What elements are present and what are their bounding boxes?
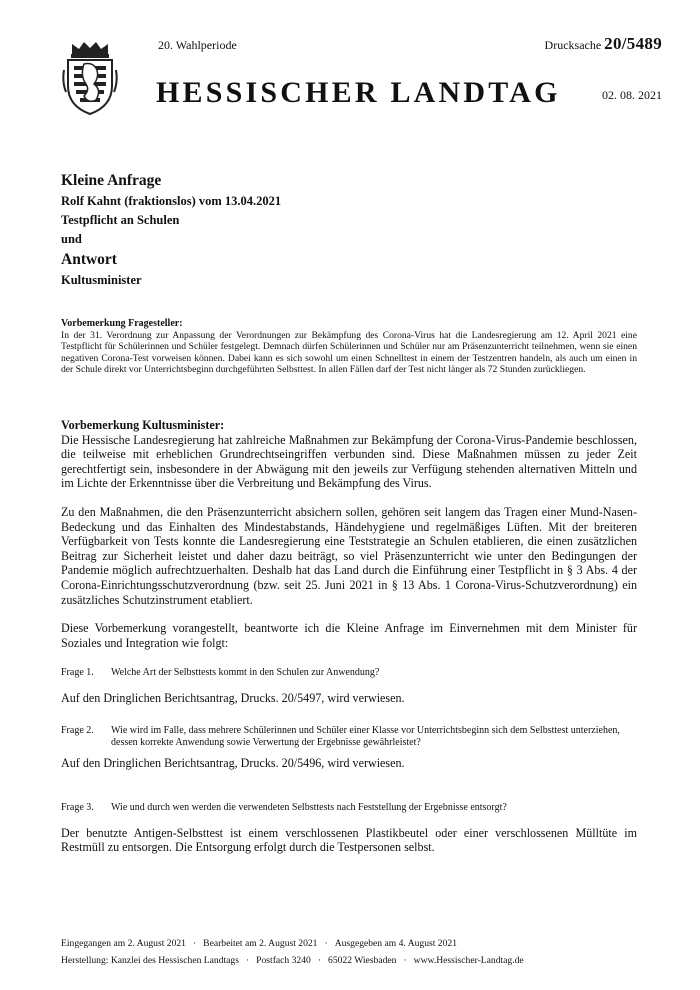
parliament-title: HESSISCHER LANDTAG bbox=[156, 76, 561, 109]
title-block bbox=[61, 170, 621, 290]
footer-ort: 65022 Wiesbaden bbox=[328, 955, 397, 966]
footer-separator: · bbox=[317, 955, 322, 966]
drucksache bbox=[545, 34, 662, 54]
answer-3: Der benutzte Antigen-Selbsttest ist einem verschlossenen Plastikbeutel oder einer verschlossenen Mülltüte im Restmüll zu entsorgen. Die Entsorgung erfolgt durch die Testpersonen selbst. bbox=[61, 825, 637, 855]
footer-bearbeitet: Bearbeitet am 2. August 2021 bbox=[203, 938, 318, 949]
footer-herstellung: Herstellung: Kanzlei des Hessischen Landtags bbox=[61, 955, 239, 966]
footer-eingegangen: Eingegangen am 2. August 2021 bbox=[61, 938, 186, 949]
question-text: Wie wird im Falle, dass mehrere Schülerinnen und Schüler einer Klasse vor Unterrichtsbeginn sich dem Selbsttest unterziehen, dessen korrekte Anwendung sowie Verwertung der Ergebnisse gewährleistet? bbox=[111, 725, 620, 748]
vorbemerkung-paragraph-2: Zu den Maßnahmen, die den Präsenzunterricht absichern sollen, gehören seit langem das Tragen einer Mund-Nasen-Bedeckung und das Einhalten des Mindestabstands, Händehygiene und regelmäßiges Lüften. Mit der breiteren Verfügbarkeit von Tests konnte die Landesregierung eine Teststrategie an Schulen etablieren, die einen zusätzlichen Beitrag zur Sicherheit leistet und daher dazu beiträgt, so viel Präsenzunterricht wie unter den Bedingungen der Pandemie möglich aufrechtzuerhalten. Deshalb hat das Land durch die Einführung einer Testpflicht in § 3 Abs. 4 der Corona-Einrichtungsschutzverordnung (bzw. seit 25. Juni 2021 in § 13 Abs. 1 Corona-Virus-Schutzverordnung) ein zusätzliches Schutzinstrument etabliert. bbox=[61, 504, 637, 607]
drucksache-label: Drucksache bbox=[544, 38, 602, 52]
footer-address bbox=[61, 955, 524, 966]
footer-postfach: Postfach 3240 bbox=[256, 955, 311, 966]
footer-separator: · bbox=[245, 955, 250, 966]
footer-dates bbox=[61, 938, 457, 949]
answer-1: Auf den Dringlichen Berichtsantrag, Drucks. 20/5497, wird verwiesen. bbox=[61, 690, 405, 705]
footer-separator: · bbox=[403, 955, 407, 966]
question-text: Welche Art der Selbsttests kommt in den Schulen zur Anwendung? bbox=[111, 667, 380, 678]
question-label: Frage 3. bbox=[61, 802, 94, 813]
antwort-heading: Antwort bbox=[61, 251, 117, 268]
question-2 bbox=[61, 725, 637, 748]
wahlperiode: 20. Wahlperiode bbox=[158, 38, 237, 52]
answer-2: Auf den Dringlichen Berichtsantrag, Drucks. 20/5496, wird verwiesen. bbox=[61, 756, 405, 770]
question-label: Frage 2. bbox=[61, 725, 94, 736]
vorbemerkung-paragraph-3: Diese Vorbemerkung vorangestellt, beantworte ich die Kleine Anfrage im Einvernehmen mit dem Minister für Soziales und Integration wie folgt: bbox=[61, 621, 637, 650]
kleine-anfrage-heading: Kleine Anfrage bbox=[61, 172, 162, 189]
vorbemerkung-fragesteller-text: In der 31. Verordnung zur Anpassung der Verordnungen zur Bekämpfung des Corona-Virus hat die Landesregierung am 12. April 2021 eine Testpflicht für Schülerinnen und Schüler festgelegt. Demnach dürfen Schülerinnen und Schüler nur am Präsenzunterricht teilnehmen, wenn sie einen negativen Corona-Test vorweisen können. Dabei kann es sich sowohl um einen Schnelltest in einem der Testzentren handeln, als auch um einen in der Schule direkt vor Unterrichtsbeginn durchgeführten Selbsttest. In allen Fällen darf der Test nicht länger als 72 Stunden zurückliegen. bbox=[61, 330, 637, 375]
vorbemerkung-kultusminister bbox=[61, 418, 637, 664]
vorbemerkung-paragraph-1: Die Hessische Landesregierung hat zahlreiche Maßnahmen zur Bekämpfung der Corona-Virus-Pandemie beschlossen, die teilweise mit erheblichen Grundrechtseingriffen verbunden sind. Diese Maßnahmen müssen zu jeder Zeit gerechtfertigt sein, insbesondere in der Abwägung mit den jeweils zur Verfügung stehenden alternativen Mitteln und im Lichte der Erkenntnisse über die Verbreitung und Bekämpfung des Virus. bbox=[61, 432, 637, 491]
question-block-3 bbox=[61, 802, 637, 855]
drucksache-number: 20/5489 bbox=[604, 34, 662, 53]
subject-line: Testpflicht an Schulen bbox=[61, 213, 180, 227]
author-line: Rolf Kahnt (fraktionslos) vom 13.04.2021 bbox=[61, 194, 282, 208]
vorbemerkung-fragesteller-heading: Vorbemerkung Fragesteller: bbox=[61, 318, 183, 329]
vorbemerkung-kultusminister-heading: Vorbemerkung Kultusminister: bbox=[61, 418, 225, 432]
document-date: 02. 08. 2021 bbox=[602, 88, 662, 102]
question-block-1 bbox=[61, 667, 637, 705]
question-text: Wie und durch wen werden die verwendeten Selbsttests nach Feststellung der Ergebnisse entsorgt? bbox=[111, 802, 507, 813]
question-3 bbox=[61, 802, 637, 814]
footer-separator: · bbox=[324, 938, 328, 949]
question-1 bbox=[61, 667, 637, 679]
question-block-2 bbox=[61, 725, 637, 771]
footer-website-link[interactable]: www.Hessischer-Landtag.de bbox=[413, 955, 524, 966]
footer-ausgegeben: Ausgegeben am 4. August 2021 bbox=[334, 938, 457, 949]
vorbemerkung-fragesteller bbox=[61, 318, 637, 375]
minister-line: Kultusminister bbox=[61, 273, 142, 287]
hessen-coat-of-arms-icon bbox=[62, 40, 118, 116]
footer-separator: · bbox=[192, 938, 197, 949]
question-label: Frage 1. bbox=[61, 667, 94, 678]
und-line: und bbox=[61, 232, 82, 246]
